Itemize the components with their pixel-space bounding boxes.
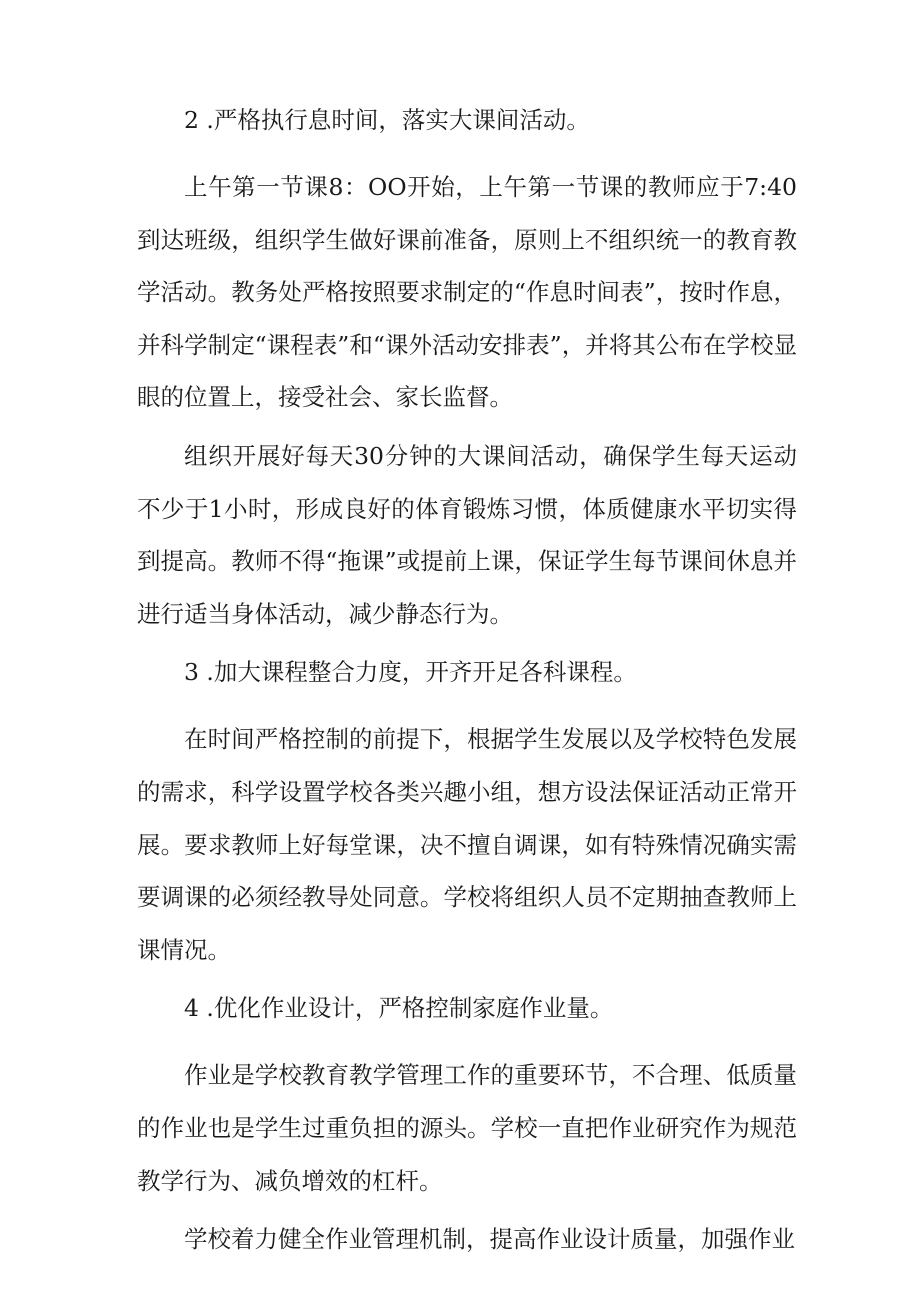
paragraph-recess-activity: 组织开展好每天30分钟的大课间活动，确保学生每天运动不少于1小时，形成良好的体育锻炼习惯，体质健康水平切实得到提高。教师不得“拖课”或提前上课，保证学生每节课间休息并进行适当身体活动，减少静态行为。 <box>137 441 797 628</box>
paragraph-homework-management: 学校着力健全作业管理机制，提高作业设计质量，加强作业 <box>184 1225 795 1254</box>
section-heading-4: 4 .优化作业设计，严格控制家庭作业量。 <box>184 994 614 1023</box>
paragraph-schedule: 上午第一节课8：OO开始，上午第一节课的教师应于7:40到达班级，组织学生做好课前准备，原则上不组织统一的教育教学活动。教务处严格按照要求制定的“作息时间表”，按时作息，并科学制定“课程表”和“课外活动安排表”，并将其公布在学校显眼的位置上，接受社会、家长监督。 <box>137 173 797 412</box>
paragraph-homework-intro: 作业是学校教育教学管理工作的重要环节，不合理、低质量的作业也是学生过重负担的源头。学校一直把作业研究作为规范教学行为、减负增效的杠杆。 <box>137 1061 797 1195</box>
section-heading-2: 2 .严格执行息时间，落实大课间活动。 <box>184 106 590 134</box>
paragraph-curriculum: 在时间严格控制的前提下，根据学生发展以及学校特色发展的需求，科学设置学校各类兴趣小组，想方设法保证活动正常开展。要求教师上好每堂课，决不擅自调课，如有特殊情况确实需要调课的必须经教导处同意。学校将组织人员不定期抽查教师上课情况。 <box>137 725 797 964</box>
document-page <box>137 96 797 1266</box>
section-heading-3: 3 .加大课程整合力度，开齐开足各科课程。 <box>184 658 637 687</box>
